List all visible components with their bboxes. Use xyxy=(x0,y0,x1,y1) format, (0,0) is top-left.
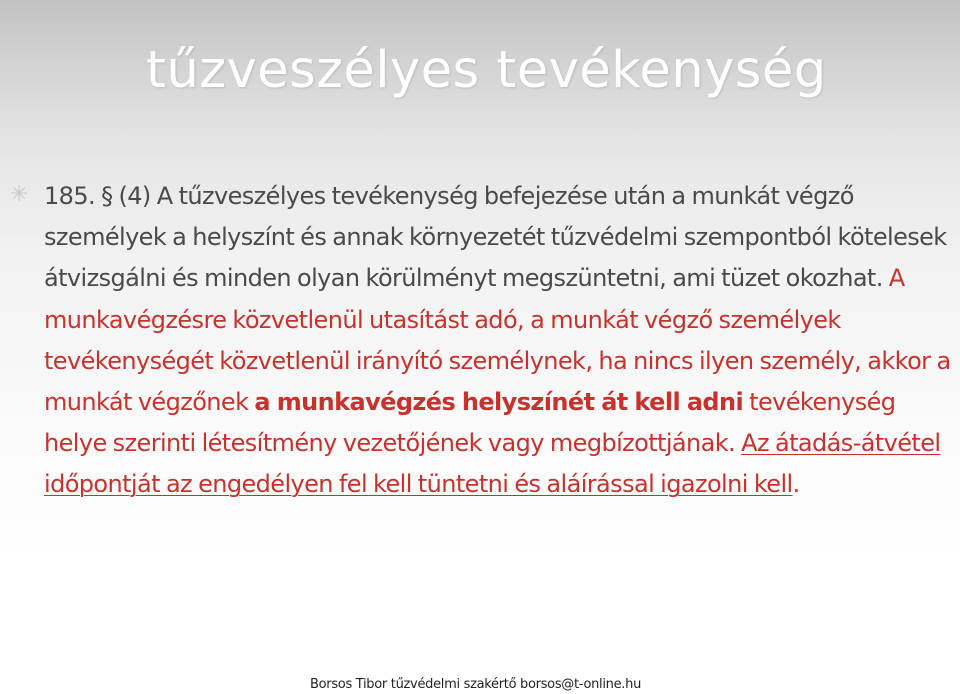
footer-credit: Borsos Tibor tűzvédelmi szakértő borsos@t-online.hu xyxy=(310,677,642,692)
paragraph-segment-4: tevékenység helye szerinti létesítmény vezetőjének vagy megbízottjának. xyxy=(44,388,896,458)
slide-title: tűzveszélyes tevékenység xyxy=(146,41,827,100)
paragraph-segment-2: A munkavégzésre közvetlenül utasítást adó, a munkát végző személyek tevékenységét közvetlenül irányító személynek, ha nincs ilyen személy, akkor a munkát végzőnek xyxy=(44,264,951,417)
paragraph-segment-1: 185. § (4) A tűzveszélyes tevékenység befejezése után a munkát végző személyek a helyszínt és annak környezetét tűzvédelmi szempontból kötelesek átvizsgálni és minden olyan körülményt megszüntetni, ami tüzet okozhat. xyxy=(44,182,947,293)
paragraph-segment-underlined: Az átadás-átvétel időpontját az engedélyen fel kell tüntetni és aláírással igazolni kell xyxy=(44,429,941,499)
paragraph-segment-end: . xyxy=(792,470,800,499)
paragraph-segment-bold: a munkavégzés helyszínét át kell adni xyxy=(254,388,744,417)
asterisk-icon: ✳ xyxy=(10,182,29,207)
body-paragraph xyxy=(44,176,956,506)
